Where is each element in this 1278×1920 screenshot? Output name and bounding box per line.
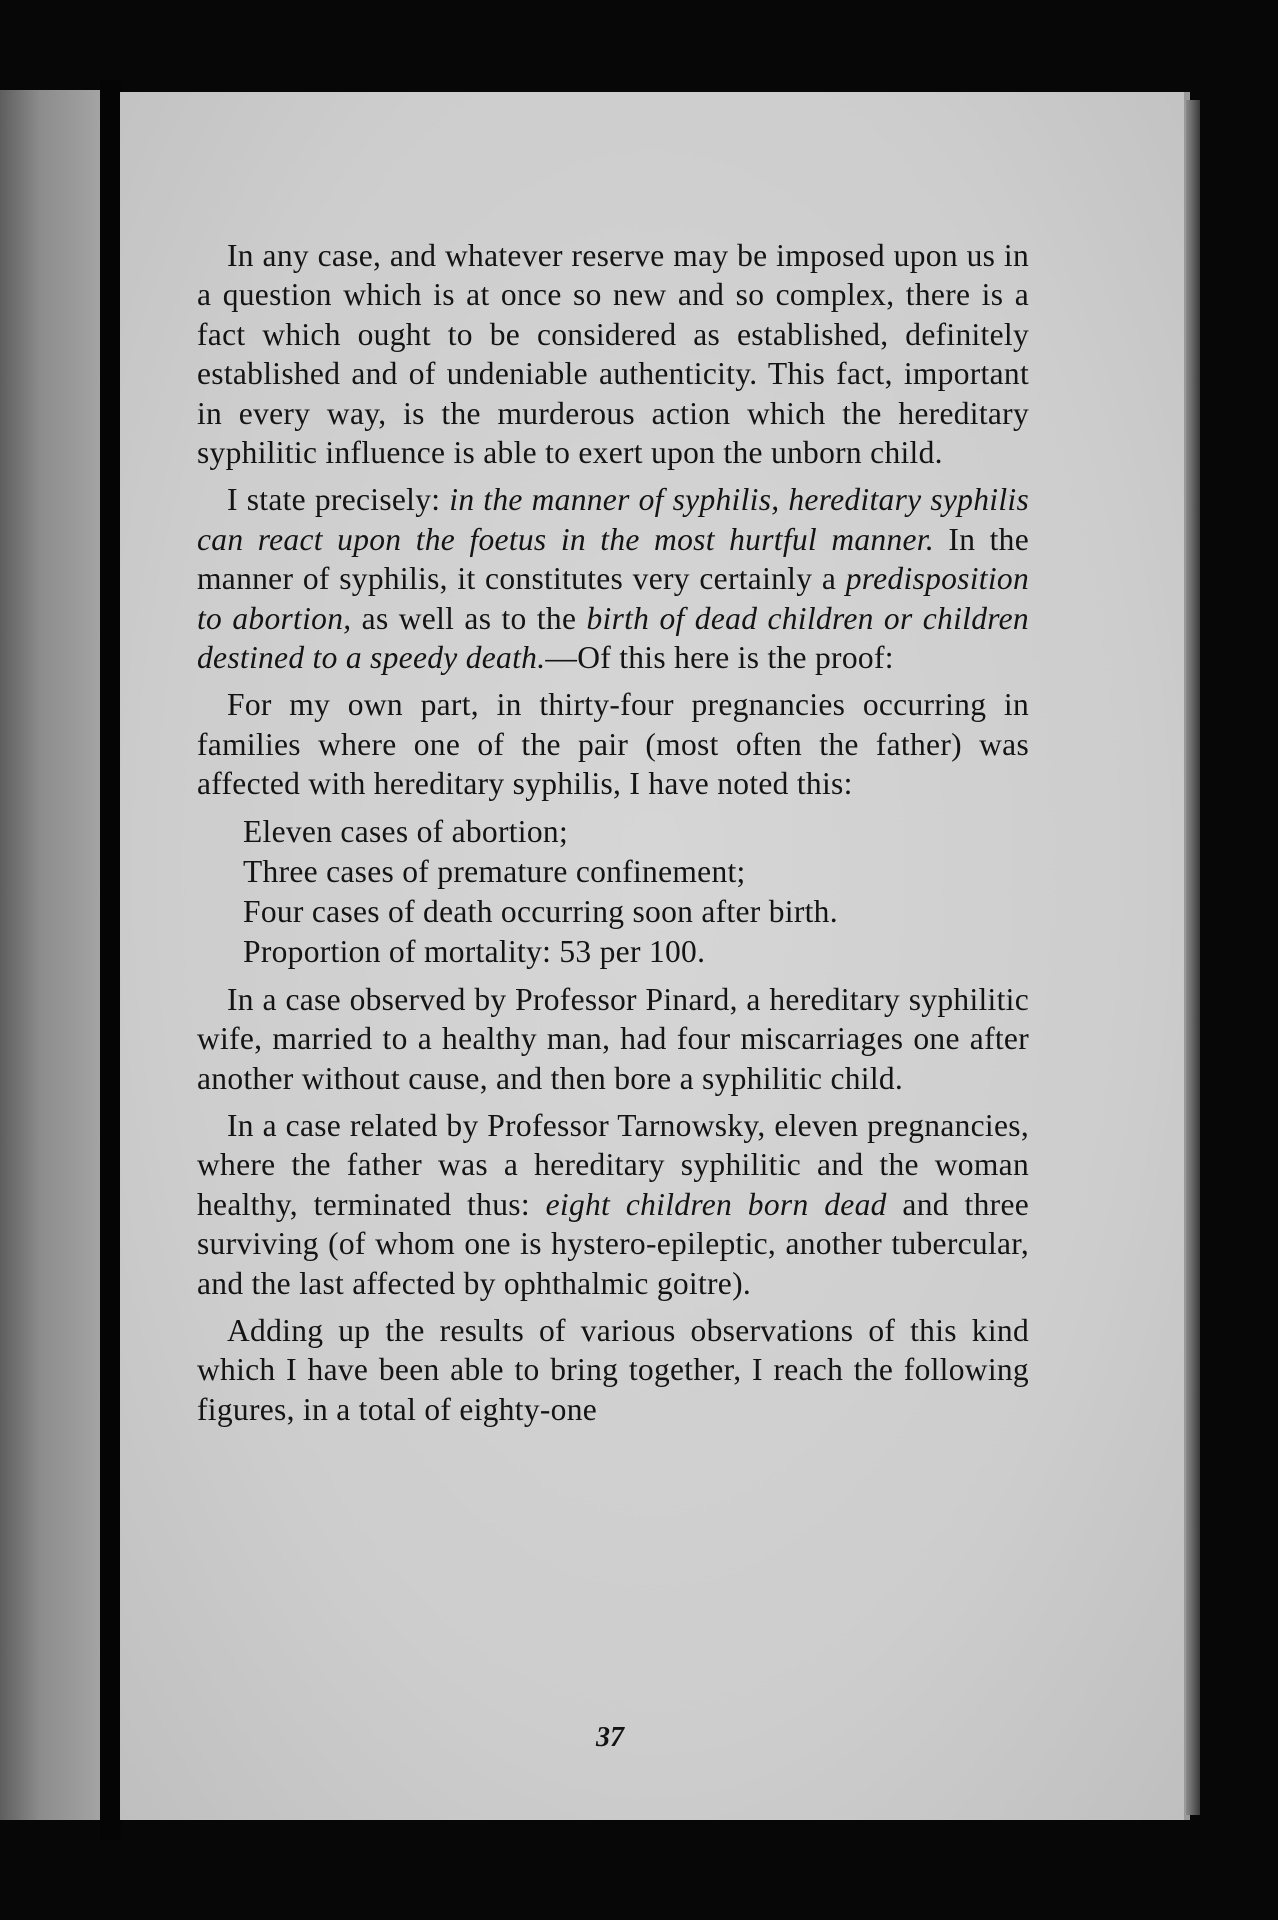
paragraph-2-end: —Of this here is the proof: [545, 640, 894, 676]
paragraph-5 [197, 1106, 1029, 1303]
paragraph-2-middle: In the manner of syphilis, it constitutes very certainly a [197, 521, 1029, 597]
page-number: 37 [596, 1722, 624, 1753]
list-item: Proportion of mortality: 53 per 100. [243, 933, 706, 969]
paragraph-2-emphasis-3: birth of dead children or children destined to a speedy death. [197, 600, 1029, 676]
paragraph-5-intro: In a case related by Professor Tarnowsky, eleven pregnancies, where the father was a hereditary syphilitic and the woman healthy, terminated thus: [197, 1107, 1029, 1222]
list-item: Eleven cases of abortion; [243, 813, 569, 849]
facing-page-edge [0, 90, 100, 1820]
list-item: Four cases of death occurring soon after birth. [243, 893, 838, 929]
paragraph-2-emphasis-2: predisposition to abortion, [197, 561, 1029, 636]
paragraph-4: In a case observed by Professor Pinard, a hereditary syphilitic wife, married to a healthy man, had four miscarriages one after another without cause, and then bore a syphilitic child. [197, 981, 1029, 1096]
list-item: Three cases of premature confinement; [243, 853, 746, 889]
page-edge-shadow [1186, 100, 1200, 1815]
mortality-list [197, 812, 1029, 972]
paragraph-6: Adding up the results of various observations of this kind which I have been able to bring together, I reach the following figures, in a total of eighty-one [197, 1312, 1029, 1427]
paragraph-2 [197, 480, 1029, 677]
paragraph-1: In any case, and whatever reserve may be imposed upon us in a question which is at once so new and so complex, there is a fact which ought to be considered as established, definitely established and of undeniable authenticity. This fact, important in every way, is the murderous action which the hereditary syphilitic influence is able to exert upon the unborn child. [197, 238, 1029, 471]
paragraph-2-emphasis-1: in the manner of syphilis, hereditary syphilis can react upon the foetus in the most hurtful manner. [197, 482, 1029, 557]
paragraph-2-connector: as well as to the [351, 600, 587, 636]
paragraph-2-intro: I state precisely: [227, 482, 450, 518]
book-gutter [100, 80, 122, 1840]
paragraph-5-emphasis: eight children born dead [545, 1186, 887, 1222]
paragraph-5-end: and three surviving (of whom one is hystero-epileptic, another tubercular, and the last affected by ophthalmic goitre). [197, 1186, 1030, 1301]
paragraph-3: For my own part, in thirty-four pregnancies occurring in families where one of the pair (most often the father) was affected with hereditary syphilis, I have noted this: [197, 687, 1029, 802]
page-text [197, 236, 1029, 1437]
